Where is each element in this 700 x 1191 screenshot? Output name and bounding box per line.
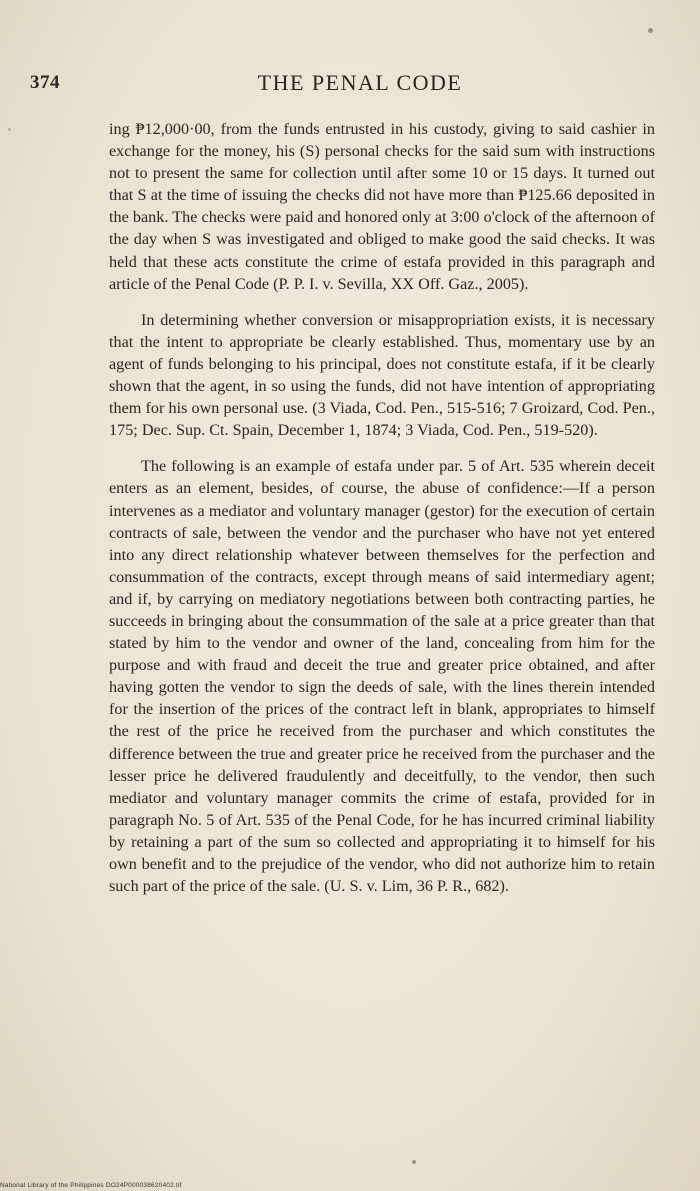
page-header	[30, 66, 670, 102]
running-title: THE PENAL CODE	[257, 70, 463, 95]
paragraph-continued: ing ₱12,000·00, from the funds entrusted in his custody, giving to said cashier in exchange for the money, his (S) personal checks for the said sum with instructions not to present the same for collection until after some 10 or 15 days. It turned out that S at the time of issuing the checks did not have more than ₱125.66 deposited in the bank. The checks were paid and honored only at 3:00 o'clock of the afternoon of the day when S was investigated and obliged to make good the said checks. It was held that these acts constitute the crime of estafa provided in this paragraph and article of the Penal Code (P. P. I. v. Sevilla, XX Off. Gaz., 2005).	[109, 120, 655, 293]
scan-speck	[8, 128, 11, 131]
scan-speck	[412, 1160, 416, 1164]
body-text	[109, 118, 655, 911]
page-number: 374	[30, 72, 60, 93]
paragraph-estafa-example: The following is an example of estafa under par. 5 of Art. 535 wherein deceit enters as an element, besides, of course, the abuse of confidence:—If a person intervenes as a mediator and voluntary manager (gestor) for the execution of certain contracts of sale, between the vendor and the purchaser who have not yet entered into any direct relationship whatever between themselves for the perfection and consummation of the contracts, except through means of said intermediary agent; and if, by carrying on mediatory negotiations between both contracting parties, he succeeds in bringing about the consummation of the sale at a price greater than that stated by him to the vendor and owner of the land, concealing from him for the purpose and with fraud and deceit the true and greater price obtained, and after having gotten the vendor to sign the deeds of sale, with the lines therein intended for the insertion of the prices of the contract left in blank, appropriates to himself the rest of the price he received from the purchaser and which constitutes the difference between the true and greater price he received from the purchaser and the lesser price he delivered fraudulently and deceitfully, to the vendor, then such mediator and voluntary manager commits the crime of estafa, provided for in paragraph No. 5 of Art. 535 of the Penal Code, for he has incurred criminal liability by retaining a part of the sum so collected and appropriating it to himself for his own benefit and to the prejudice of the vendor, who did not authorize him to retain such part of the price of the sale. (U. S. v. Lim, 36 P. R., 682).	[109, 457, 655, 896]
scan-credit: National Library of the Philippines DO24P000038620402.tif	[0, 1182, 182, 1189]
paragraph-misappropriation: In determining whether conversion or misappropriation exists, it is necessary that the intent to appropriate be clearly established. Thus, momentary use by an agent of funds belonging to his principal, does not constitute estafa, if it be clearly shown that the agent, in so using the funds, did not have intention of appropriating them for his own personal use. (3 Viada, Cod. Pen., 515-516; 7 Groizard, Cod. Pen., 175; Dec. Sup. Ct. Spain, December 1, 1874; 3 Viada, Cod. Pen., 519-520).	[109, 310, 655, 440]
scan-speck	[648, 28, 653, 33]
